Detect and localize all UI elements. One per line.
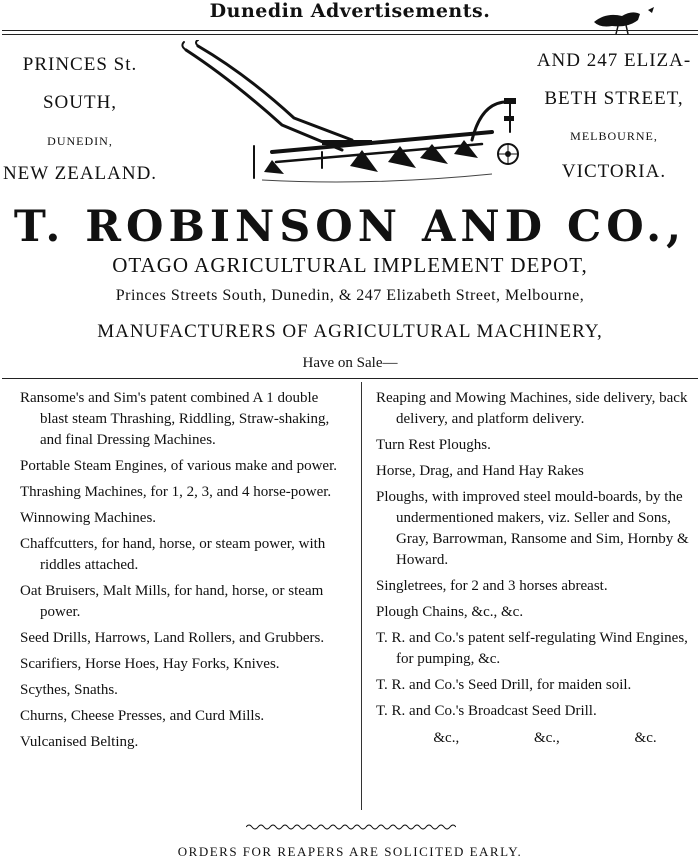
list-item: Vulcanised Belting. xyxy=(20,734,139,750)
left-item-list xyxy=(20,388,345,758)
footer-notice: ORDERS FOR REAPERS ARE SOLICITED EARLY. xyxy=(177,844,523,859)
address-left-line3: DUNEDIN, xyxy=(47,134,113,148)
address-right-line4: VICTORIA. xyxy=(561,161,667,182)
etc-mark: &c., xyxy=(533,730,560,746)
list-item: Singletrees, for 2 and 3 horses abreast. xyxy=(376,578,608,594)
address-right-line3: MELBOURNE, xyxy=(570,129,658,143)
list-item: Horse, Drag, and Hand Hay Rakes xyxy=(376,463,584,479)
list-item: Chaffcutters, for hand, horse, or steam power, with riddles attached. xyxy=(20,536,326,573)
right-item-list xyxy=(376,388,694,749)
list-item: T. R. and Co.'s Broadcast Seed Drill. xyxy=(376,703,597,719)
address-left-line4: NEW ZEALAND. xyxy=(2,163,158,184)
list-item: Scythes, Snaths. xyxy=(20,682,118,698)
plough-illustration xyxy=(172,40,532,200)
etc-mark: &c., xyxy=(433,730,460,746)
on-sale-heading: Have on Sale— xyxy=(302,355,398,371)
list-item: Turn Rest Ploughs. xyxy=(376,437,491,453)
firm-name: T. ROBINSON AND CO., xyxy=(13,202,687,252)
address-left-line1: PRINCES St. xyxy=(22,54,138,75)
address-left-line2: SOUTH, xyxy=(42,92,118,113)
list-item: Thrashing Machines, for 1, 2, 3, and 4 horse-power. xyxy=(20,484,332,500)
list-item: Winnowing Machines. xyxy=(20,510,157,526)
list-item: T. R. and Co.'s Seed Drill, for maiden soil. xyxy=(376,677,632,693)
list-item: Plough Chains, &c., &c. xyxy=(376,604,524,620)
etc-mark: &c. xyxy=(634,730,657,746)
rooster-ornament-icon xyxy=(588,4,668,38)
etc-row xyxy=(376,728,694,749)
list-item: Portable Steam Engines, of various make and power. xyxy=(20,458,338,474)
list-item: Reaping and Mowing Machines, side delivery, back delivery, and platform delivery. xyxy=(376,390,688,427)
wavy-divider xyxy=(246,823,456,831)
page-header-title: Dunedin Advertisements. xyxy=(209,0,491,22)
list-top-rule xyxy=(2,378,698,379)
list-item: T. R. and Co.'s patent self-regulating Wind Engines, for pumping, &c. xyxy=(376,630,688,667)
manufacturers-heading: MANUFACTURERS OF AGRICULTURAL MACHINERY, xyxy=(97,321,603,342)
header-rule-top xyxy=(2,30,698,31)
column-divider xyxy=(361,382,362,810)
list-item: Scarifiers, Horse Hoes, Hay Forks, Knives. xyxy=(20,656,280,672)
list-item: Oat Bruisers, Malt Mills, for hand, horse, or steam power. xyxy=(20,583,324,620)
list-item: Seed Drills, Harrows, Land Rollers, and Grubbers. xyxy=(20,630,325,646)
list-item: Ploughs, with improved steel mould-boards, by the undermentioned makers, viz. Seller and Sons, Gray, Barrowman, Ransome and Sim, Hornby & Howard. xyxy=(376,489,689,568)
depot-title: OTAGO AGRICULTURAL IMPLEMENT DEPOT, xyxy=(112,253,588,277)
street-addresses: Princes Streets South, Dunedin, & 247 Elizabeth Street, Melbourne, xyxy=(115,287,585,304)
address-right-line1: AND 247 ELIZA- xyxy=(536,50,692,71)
address-right-line2: BETH STREET, xyxy=(544,88,684,109)
list-item: Churns, Cheese Presses, and Curd Mills. xyxy=(20,708,265,724)
header-rule-bottom xyxy=(2,34,698,35)
list-item: Ransome's and Sim's patent combined A 1 double blast steam Thrashing, Riddling, Straw-shaking, and final Dressing Machines. xyxy=(20,390,330,448)
